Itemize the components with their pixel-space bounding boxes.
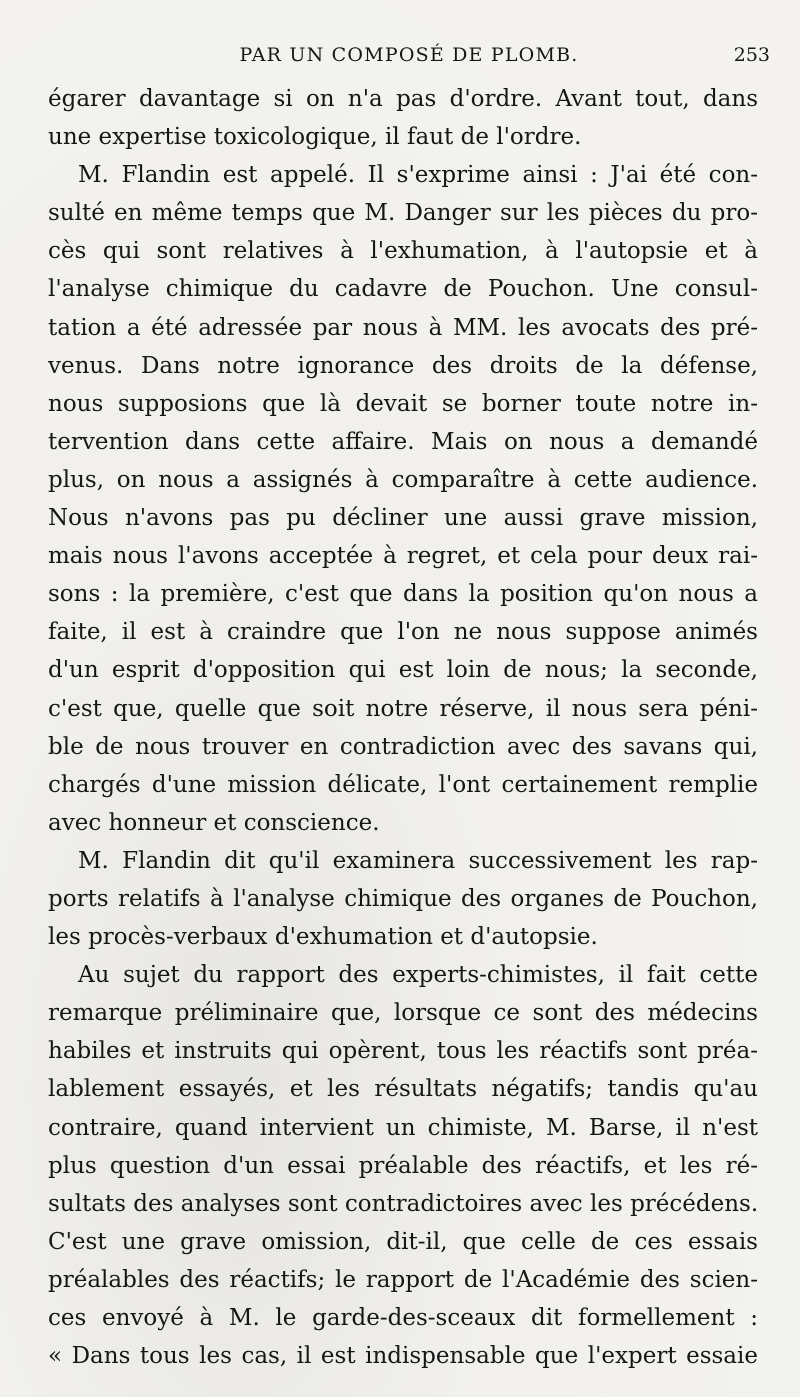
text-line: égarer davantage si on n'a pas d'ordre. Avant tout, dans	[48, 86, 758, 112]
text-line: habiles et instruits qui opèrent, tous les réactifs sont préa-	[48, 1038, 758, 1065]
text-line: contraire, quand intervient un chimiste, M. Barse, il n'est	[48, 1114, 758, 1141]
text-line: M. Flandin dit qu'il examinera successivement les rap-	[78, 847, 758, 874]
text-line: ces envoyé à M. le garde-des-sceaux dit formellement :	[48, 1305, 758, 1331]
text-line: préalables des réactifs; le rapport de l'Académie des scien-	[48, 1266, 758, 1293]
running-head	[48, 44, 770, 74]
text-line: c'est que, quelle que soit notre réserve, il nous sera péni-	[48, 695, 758, 722]
text-line: Nous n'avons pas pu décliner une aussi grave mission,	[48, 505, 758, 532]
body-text	[48, 80, 758, 1375]
text-line: ports relatifs à l'analyse chimique des organes de Pouchon,	[48, 885, 758, 912]
text-line: nous supposions que là devait se borner toute notre in-	[48, 390, 758, 417]
text-line: tervention dans cette affaire. Mais on nous a demandé	[48, 428, 758, 455]
text-line: remarque préliminaire que, lorsque ce sont des médecins	[48, 1000, 758, 1027]
text-line: avec honneur et conscience.	[48, 809, 380, 836]
text-line: faite, il est à craindre que l'on ne nous suppose animés	[48, 619, 758, 646]
text-line: chargés d'une mission délicate, l'ont certainement remplie	[48, 771, 758, 798]
text-line: sons : la première, c'est que dans la position qu'on nous a	[48, 581, 758, 608]
text-line: venus. Dans notre ignorance des droits de la défense,	[48, 352, 758, 379]
text-line: Au sujet du rapport des experts-chimistes, il fait cette	[78, 962, 758, 989]
text-line: ble de nous trouver en contradiction avec des savans qui,	[48, 733, 758, 760]
text-line: l'analyse chimique du cadavre de Pouchon. Une consul-	[48, 276, 758, 303]
text-line: mais nous l'avons acceptée à regret, et cela pour deux rai-	[48, 543, 758, 570]
text-line: lablement essayés, et les résultats négatifs; tandis qu'au	[48, 1076, 758, 1103]
text-line: C'est une grave omission, dit-il, que celle de ces essais	[48, 1228, 758, 1255]
text-line: une expertise toxicologique, il faut de l'ordre.	[48, 124, 582, 151]
text-line: tation a été adressée par nous à MM. les avocats des pré-	[48, 314, 758, 341]
running-title: PAR UN COMPOSÉ DE PLOMB.	[239, 44, 579, 66]
text-line: d'un esprit d'opposition qui est loin de nous; la seconde,	[48, 657, 758, 684]
text-line: plus question d'un essai préalable des réactifs, et les ré-	[48, 1152, 758, 1179]
text-line: « Dans tous les cas, il est indispensable que l'expert essaie	[48, 1343, 758, 1370]
text-line: sultats des analyses sont contradictoires avec les précédens.	[48, 1190, 758, 1217]
text-line: M. Flandin est appelé. Il s'exprime ainsi : J'ai été con-	[78, 162, 758, 189]
text-line: les procès-verbaux d'exhumation et d'autopsie.	[48, 924, 598, 951]
text-line: plus, on nous a assignés à comparaître à cette audience.	[48, 466, 758, 493]
text-line: cès qui sont relatives à l'exhumation, à l'autopsie et à	[48, 238, 758, 265]
page-number: 253	[733, 44, 770, 66]
text-line: sulté en même temps que M. Danger sur les pièces du pro-	[48, 200, 758, 227]
